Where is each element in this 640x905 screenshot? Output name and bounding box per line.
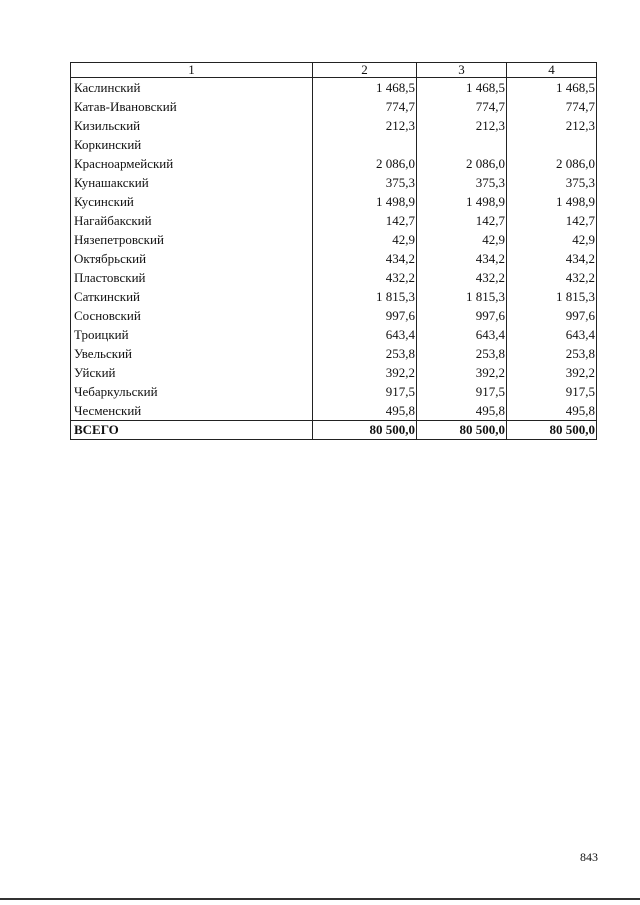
value-col3: 1 498,9 [417, 192, 507, 211]
district-name: Кунашакский [71, 173, 313, 192]
value-col3: 643,4 [417, 325, 507, 344]
district-name: Коркинский [71, 135, 313, 154]
district-name: Нагайбакский [71, 211, 313, 230]
district-name: Катав-Ивановский [71, 97, 313, 116]
value-col4: 392,2 [507, 363, 597, 382]
value-col4: 1 468,5 [507, 78, 597, 98]
value-col4: 253,8 [507, 344, 597, 363]
district-name: Чебаркульский [71, 382, 313, 401]
value-col2: 2 086,0 [313, 154, 417, 173]
value-col3: 212,3 [417, 116, 507, 135]
value-col2 [313, 135, 417, 154]
table-row [71, 211, 597, 230]
value-col3: 1 468,5 [417, 78, 507, 98]
table-row [71, 363, 597, 382]
district-name: Кизильский [71, 116, 313, 135]
table-row [71, 154, 597, 173]
district-name: Троицкий [71, 325, 313, 344]
total-value-col4: 80 500,0 [507, 421, 597, 440]
value-col4: 432,2 [507, 268, 597, 287]
value-col2: 1 468,5 [313, 78, 417, 98]
value-col2: 434,2 [313, 249, 417, 268]
total-label: ВСЕГО [71, 421, 313, 440]
table-row [71, 230, 597, 249]
value-col3 [417, 135, 507, 154]
value-col4: 997,6 [507, 306, 597, 325]
value-col4: 375,3 [507, 173, 597, 192]
table-row [71, 173, 597, 192]
value-col2: 997,6 [313, 306, 417, 325]
value-col4: 917,5 [507, 382, 597, 401]
value-col3: 142,7 [417, 211, 507, 230]
value-col4: 774,7 [507, 97, 597, 116]
table-body [71, 78, 597, 440]
value-col3: 1 815,3 [417, 287, 507, 306]
value-col3: 917,5 [417, 382, 507, 401]
table-row [71, 401, 597, 421]
bottom-divider [0, 898, 640, 900]
table-row [71, 325, 597, 344]
column-header-2: 2 [313, 63, 417, 78]
table-row [71, 306, 597, 325]
value-col3: 774,7 [417, 97, 507, 116]
value-col4: 1 815,3 [507, 287, 597, 306]
table-row [71, 344, 597, 363]
total-row [71, 421, 597, 440]
value-col4: 2 086,0 [507, 154, 597, 173]
district-name: Саткинский [71, 287, 313, 306]
header-row [71, 63, 597, 78]
value-col4: 1 498,9 [507, 192, 597, 211]
data-table [70, 62, 597, 440]
table-row [71, 97, 597, 116]
district-name: Уйский [71, 363, 313, 382]
district-name: Чесменский [71, 401, 313, 421]
value-col3: 495,8 [417, 401, 507, 421]
district-name: Нязепетровский [71, 230, 313, 249]
value-col3: 375,3 [417, 173, 507, 192]
page-number: 843 [580, 850, 598, 864]
value-col2: 1 498,9 [313, 192, 417, 211]
value-col4: 434,2 [507, 249, 597, 268]
value-col4: 142,7 [507, 211, 597, 230]
value-col2: 142,7 [313, 211, 417, 230]
value-col2: 917,5 [313, 382, 417, 401]
value-col3: 42,9 [417, 230, 507, 249]
table-row [71, 78, 597, 98]
value-col4: 495,8 [507, 401, 597, 421]
value-col2: 375,3 [313, 173, 417, 192]
district-name: Красноармейский [71, 154, 313, 173]
table-row [71, 249, 597, 268]
column-header-4: 4 [507, 63, 597, 78]
value-col4: 42,9 [507, 230, 597, 249]
district-name: Сосновский [71, 306, 313, 325]
value-col2: 392,2 [313, 363, 417, 382]
table-row [71, 382, 597, 401]
value-col2: 42,9 [313, 230, 417, 249]
value-col4: 212,3 [507, 116, 597, 135]
table-row [71, 116, 597, 135]
table-row [71, 287, 597, 306]
value-col3: 253,8 [417, 344, 507, 363]
value-col2: 253,8 [313, 344, 417, 363]
district-name: Увельский [71, 344, 313, 363]
district-name: Октябрьский [71, 249, 313, 268]
total-value-col3: 80 500,0 [417, 421, 507, 440]
value-col4: 643,4 [507, 325, 597, 344]
value-col3: 392,2 [417, 363, 507, 382]
value-col2: 432,2 [313, 268, 417, 287]
value-col3: 434,2 [417, 249, 507, 268]
value-col3: 2 086,0 [417, 154, 507, 173]
district-name: Пластовский [71, 268, 313, 287]
value-col2: 495,8 [313, 401, 417, 421]
value-col2: 774,7 [313, 97, 417, 116]
district-name: Кусинский [71, 192, 313, 211]
column-header-3: 3 [417, 63, 507, 78]
table-row [71, 192, 597, 211]
table-row [71, 268, 597, 287]
value-col3: 432,2 [417, 268, 507, 287]
value-col3: 997,6 [417, 306, 507, 325]
value-col2: 212,3 [313, 116, 417, 135]
value-col4 [507, 135, 597, 154]
value-col2: 1 815,3 [313, 287, 417, 306]
district-name: Каслинский [71, 78, 313, 98]
table-row [71, 135, 597, 154]
column-header-1: 1 [71, 63, 313, 78]
total-value-col2: 80 500,0 [313, 421, 417, 440]
value-col2: 643,4 [313, 325, 417, 344]
